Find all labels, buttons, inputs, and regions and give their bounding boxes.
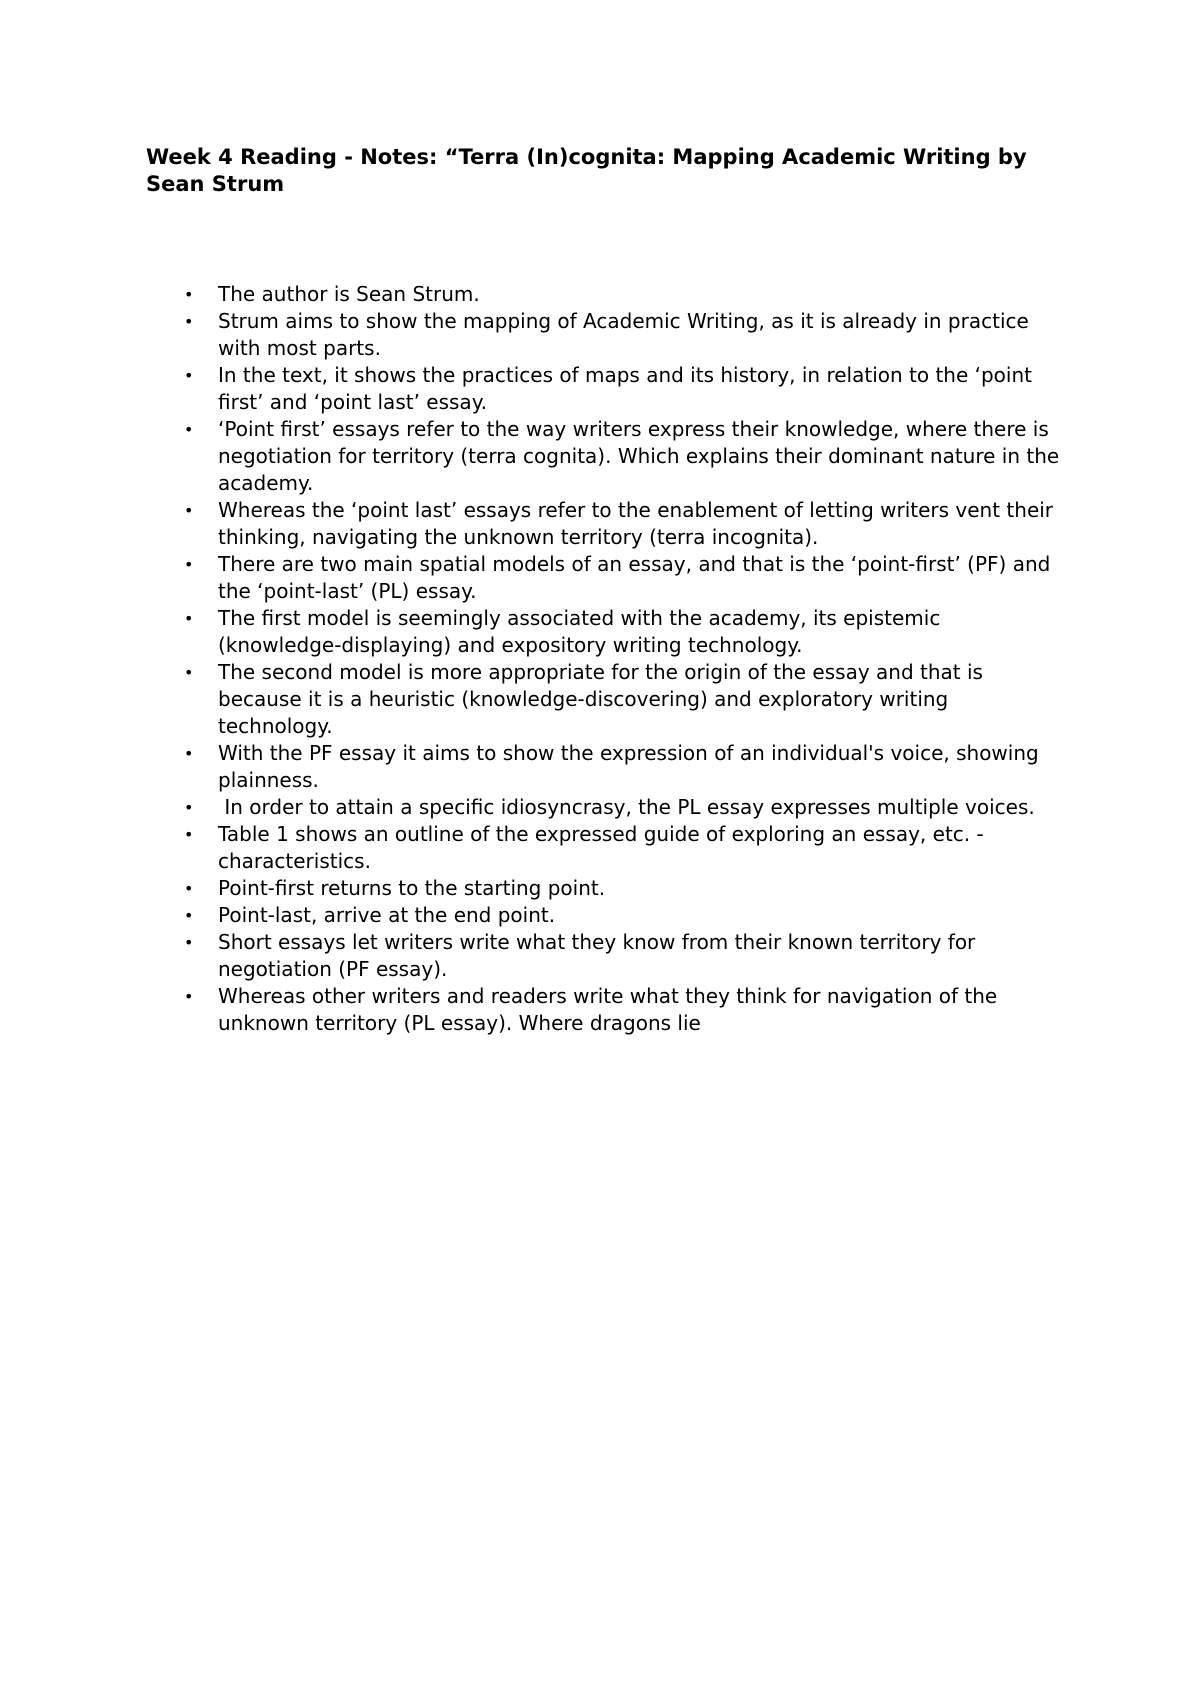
bullet-icon: •: [184, 609, 194, 628]
note-text: Point-first returns to the starting point.: [218, 876, 606, 900]
list-item: [146, 983, 1066, 1037]
bullet-icon: •: [184, 933, 194, 952]
document-title: Week 4 Reading - Notes: “Terra (In)cognita: Mapping Academic Writing by Sean Strum: [146, 145, 1027, 196]
note-text: Whereas the ‘point last’ essays refer to the enablement of letting writers vent their thinking, navigating the unknown territory (terra incognita).: [218, 498, 1054, 549]
note-text: Short essays let writers write what they know from their known territory for negotiation (PF essay).: [218, 930, 976, 981]
list-item: [146, 740, 1066, 794]
note-text: Strum aims to show the mapping of Academic Writing, as it is already in practice with most parts.: [218, 309, 1029, 360]
bullet-icon: •: [184, 798, 194, 817]
list-item: [146, 929, 1066, 983]
bullet-icon: •: [184, 285, 194, 304]
list-item: [146, 902, 1066, 929]
note-text: The second model is more appropriate for the origin of the essay and that is because it is a heuristic (knowledge-discovering) and exploratory writing technology.: [218, 660, 983, 738]
list-item: [146, 659, 1066, 740]
list-item: [146, 794, 1066, 821]
list-item: [146, 362, 1066, 416]
note-text: The first model is seemingly associated with the academy, its epistemic (knowledge-displaying) and expository writing technology.: [218, 606, 941, 657]
bullet-icon: •: [184, 744, 194, 763]
bullet-icon: •: [184, 555, 194, 574]
list-item: [146, 497, 1066, 551]
notes-list: [146, 281, 1066, 1037]
note-text: With the PF essay it aims to show the expression of an individual's voice, showing plainness.: [218, 741, 1039, 792]
note-text: Whereas other writers and readers write what they think for navigation of the unknown territory (PL essay). Where dragons lie: [218, 984, 998, 1035]
list-item: [146, 875, 1066, 902]
bullet-icon: •: [184, 312, 194, 331]
bullet-icon: •: [184, 501, 194, 520]
bullet-icon: •: [184, 420, 194, 439]
note-text: The author is Sean Strum.: [218, 282, 480, 306]
bullet-icon: •: [184, 906, 194, 925]
list-item: [146, 308, 1066, 362]
note-text: Point-last, arrive at the end point.: [218, 903, 556, 927]
note-text: There are two main spatial models of an essay, and that is the ‘point-first’ (PF) and the ‘point-last’ (PL) essay.: [218, 552, 1051, 603]
bullet-icon: •: [184, 663, 194, 682]
bullet-icon: •: [184, 987, 194, 1006]
note-text: In order to attain a specific idiosyncrasy, the PL essay expresses multiple voices.: [218, 795, 1035, 819]
list-item: [146, 416, 1066, 497]
list-item: [146, 605, 1066, 659]
note-text: Table 1 shows an outline of the expressed guide of exploring an essay, etc. - characteristics.: [218, 822, 984, 873]
bullet-icon: •: [184, 879, 194, 898]
note-text: In the text, it shows the practices of maps and its history, in relation to the ‘point first’ and ‘point last’ essay.: [218, 363, 1032, 414]
list-item: [146, 551, 1066, 605]
bullet-icon: •: [184, 825, 194, 844]
bullet-icon: •: [184, 366, 194, 385]
list-item: [146, 821, 1066, 875]
note-text: ‘Point first’ essays refer to the way writers express their knowledge, where there is negotiation for territory (terra cognita). Which explains their dominant nature in the academy.: [218, 417, 1060, 495]
list-item: [146, 281, 1066, 308]
